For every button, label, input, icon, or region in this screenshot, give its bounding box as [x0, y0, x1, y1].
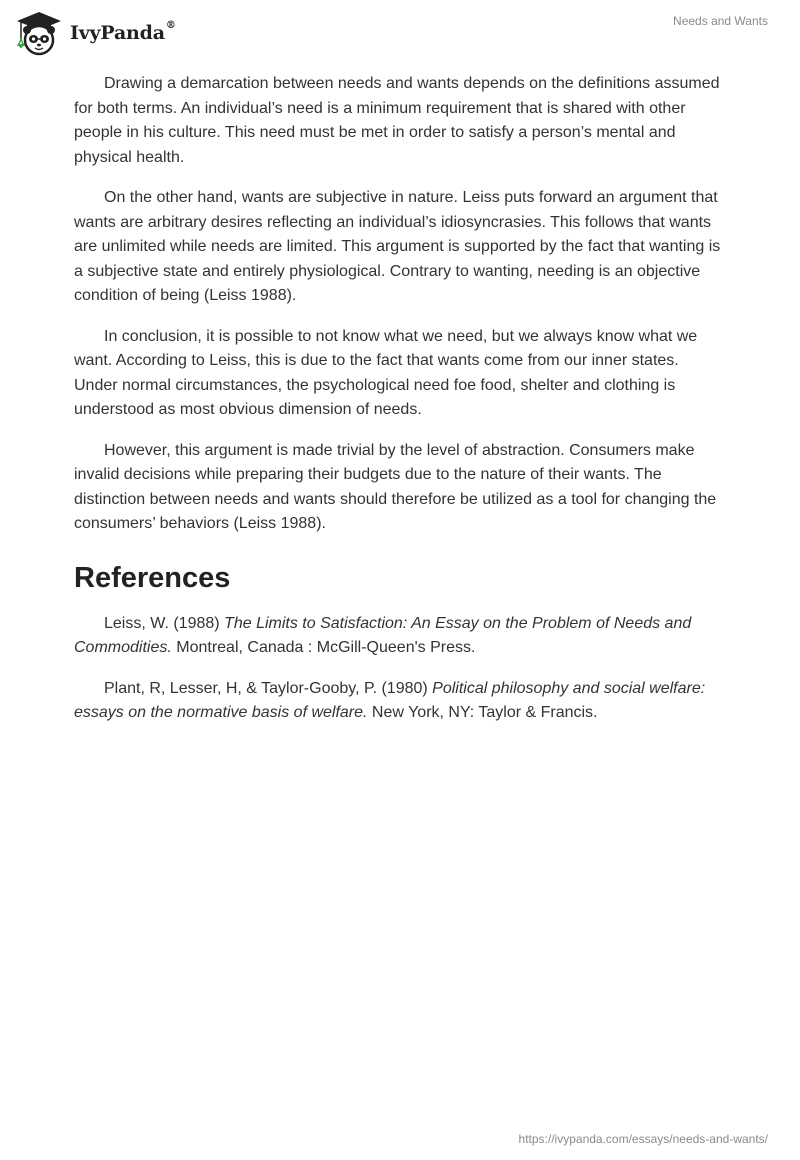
reference-item-2 [74, 677, 726, 726]
body-paragraph-2: On the other hand, wants are subjective in nature. Leiss puts forward an argument that wants are arbitrary desires reflecting an individual’s idiosyncrasies. This follows that wants are unlimited while needs are limited. This argument is supported by the fact that wanting is a subjective state and entirely physiological. Contrary to wanting, needing is an objective condition of being (Leiss 1988). [74, 189, 721, 304]
body-paragraph-1: Drawing a demarcation between needs and wants depends on the definitions assumed for both terms. An individual’s need is a minimum requirement that is shared with other people in his culture. This need must be met in order to satisfy a person’s mental and physical health. [74, 75, 720, 166]
references-heading: References [74, 561, 231, 594]
reference-suffix: New York, NY: Taylor & Francis. [367, 704, 598, 721]
reference-title: The Limits to Satisfaction: An Essay on the Problem of Needs and Commodities. [74, 614, 692, 656]
registered-mark: ® [165, 20, 176, 31]
document-title: Needs and Wants [673, 14, 768, 28]
reference-item-1 [74, 612, 726, 661]
page-header [0, 0, 800, 70]
reference-prefix: Plant, R, Lesser, H, & Taylor-Gooby, P. (1980) [104, 679, 433, 697]
reference-title: Political philosophy and social welfare: essays on the normative basis of welfare. [74, 679, 706, 721]
source-url[interactable]: https://ivypanda.com/essays/needs-and-wants/ [518, 1132, 768, 1146]
reference-prefix: Leiss, W. (1988) [104, 614, 225, 632]
body-paragraph-3: In conclusion, it is possible to not know what we need, but we always know what we want. According to Leiss, this is due to the fact that wants come from our inner states. Under normal circumstances, the psychological need foe food, shelter and clothing is understood as most obvious dimension of needs. [74, 327, 698, 418]
reference-suffix: Montreal, Canada : McGill-Queen's Press. [171, 639, 476, 656]
panda-graduate-icon [14, 10, 64, 56]
brand-name: IvyPanda® [70, 20, 176, 44]
essay-content [74, 72, 726, 742]
body-paragraph-4: However, this argument is made trivial by the level of abstraction. Consumers make invalid decisions while preparing their budgets due to the nature of their wants. The distinction between needs and wants should therefore be utilized as a tool for changing the consumers’ behaviors (Leiss 1988). [74, 441, 717, 532]
ivypanda-logo[interactable] [14, 10, 176, 56]
